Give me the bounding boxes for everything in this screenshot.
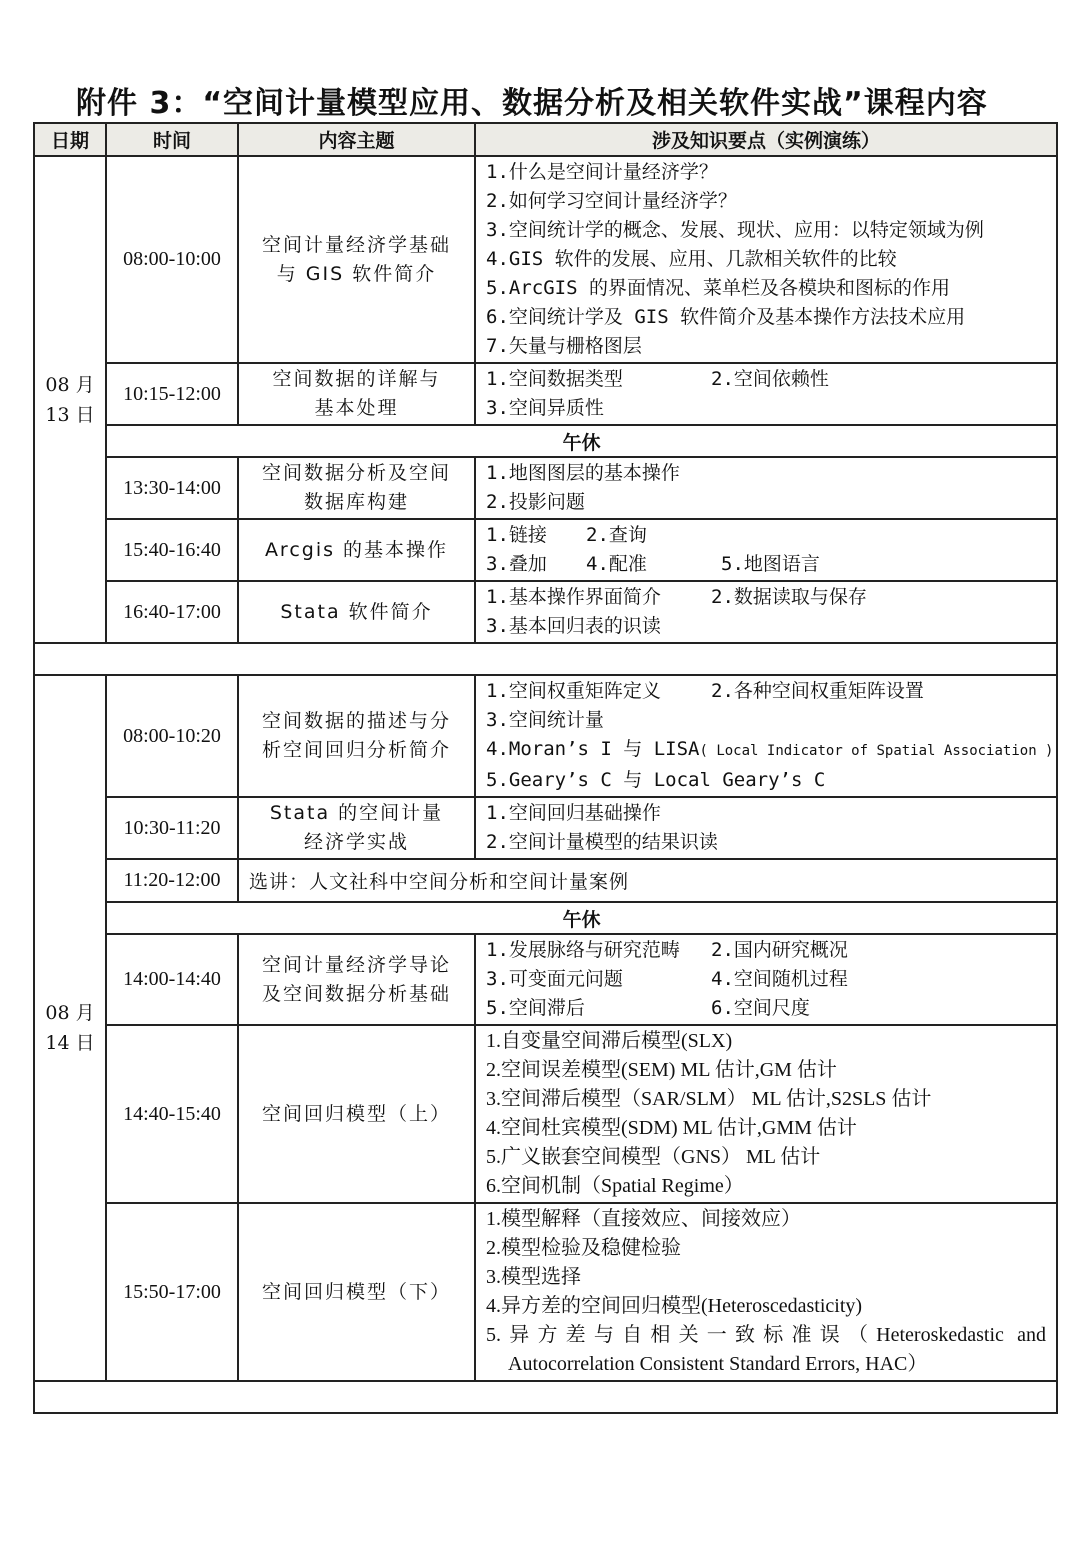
key-point: 3.可变面元问题 [486, 968, 623, 990]
date-month: 08 月 [45, 373, 95, 396]
time-cell: 10:30-11:20 [106, 797, 238, 859]
course-schedule-table [33, 122, 1058, 1414]
key-point: 3.模型选择 [486, 1266, 581, 1288]
time-cell: 13:30-14:00 [106, 457, 238, 519]
key-point: 2.国内研究概况 [711, 939, 848, 961]
key-point-continuation: Autocorrelation Consistent Standard Errors, HAC） [508, 1353, 928, 1375]
key-point: 2.各种空间权重矩阵设置 [711, 680, 924, 702]
topic-cell [238, 1025, 475, 1203]
date-month: 08 月 [45, 1002, 95, 1024]
key-point: 3.叠加 [486, 553, 547, 575]
time-cell: 10:15-12:00 [106, 363, 238, 425]
spacer-row [34, 643, 1057, 675]
time-cell: 08:00-10:00 [106, 156, 238, 363]
key-point: 2.空间误差模型(SEM) ML 估计,GM 估计 [486, 1059, 837, 1081]
topic-cell [238, 797, 475, 859]
lunch-break-row [34, 425, 1057, 457]
empty-cell [34, 643, 1057, 675]
empty-cell [34, 1381, 1057, 1413]
key-point: 4.配准 [586, 553, 647, 575]
key-point: 1.空间数据类型 [486, 368, 623, 390]
date-cell-day2 [34, 675, 106, 1381]
lunch-break-row [34, 902, 1057, 934]
time-cell: 16:40-17:00 [106, 581, 238, 643]
key-point: 5.Geary’s C 与 Local Geary’s C [486, 769, 826, 791]
key-point: 1.空间回归基础操作 [486, 802, 661, 824]
table-row [34, 1203, 1057, 1381]
key-point: 1.空间权重矩阵定义 [486, 680, 661, 702]
key-point: 2.数据读取与保存 [711, 586, 867, 608]
key-point: 6.空间机制（Spatial Regime） [486, 1175, 744, 1197]
lunch-break-label: 午休 [106, 902, 1057, 934]
key-points-cell [475, 156, 1057, 363]
table-row [34, 1025, 1057, 1203]
table-row [34, 581, 1057, 643]
key-point: 3.空间滞后模型（SAR/SLM） ML 估计,S2SLS 估计 [486, 1088, 932, 1110]
key-point: 4.GIS 软件的发展、应用、几款相关软件的比较 [486, 248, 897, 270]
elective-topic-cell: 选讲：人文社科中空间分析和空间计量案例 [238, 859, 1057, 902]
spacer-row [34, 1381, 1057, 1413]
topic-cell [238, 934, 475, 1025]
key-point: 6.空间尺度 [711, 997, 810, 1019]
table-row [34, 363, 1057, 425]
key-point: 4.异方差的空间回归模型(Heteroscedasticity) [486, 1295, 863, 1317]
table-row [34, 859, 1057, 902]
time-cell: 15:40-16:40 [106, 519, 238, 581]
key-point: 5.空间滞后 [486, 997, 585, 1019]
date-day: 13 日 [45, 403, 95, 426]
column-header-topic: 内容主题 [238, 123, 475, 156]
topic-line: 空间回归模型（下） [261, 1280, 451, 1303]
key-point: 5.ArcGIS 的界面情况、菜单栏及各模块和图标的作用 [486, 277, 950, 299]
topic-line: Stata 的空间计量 [269, 802, 444, 824]
topic-line: 空间计量经济学基础 [261, 233, 451, 256]
time-cell: 11:20-12:00 [106, 859, 238, 902]
key-point-note: ( Local Indicator of Spatial Association ) [699, 743, 1054, 759]
key-point: 3.基本回归表的识读 [486, 615, 661, 637]
topic-line: 与 GIS 软件简介 [276, 262, 437, 285]
column-header-time: 时间 [106, 123, 238, 156]
key-point: 5.地图语言 [721, 553, 820, 575]
table-header-row [34, 123, 1057, 156]
table-row [34, 675, 1057, 797]
topic-cell [238, 581, 475, 643]
topic-cell [238, 675, 475, 797]
topic-line: 基本处理 [314, 397, 399, 419]
key-points-cell [475, 457, 1057, 519]
topic-line: 析空间回归分析简介 [261, 739, 451, 761]
key-points-cell [475, 519, 1057, 581]
key-point: 2.如何学习空间计量经济学？ [486, 190, 737, 212]
time-cell: 14:40-15:40 [106, 1025, 238, 1203]
table-row [34, 156, 1057, 363]
topic-cell [238, 1203, 475, 1381]
key-point: 1.链接 [486, 524, 547, 546]
key-point: 1.发展脉络与研究范畴 [486, 939, 680, 961]
date-cell-day1 [34, 156, 106, 643]
topic-cell [238, 156, 475, 363]
key-point: 4.Moran’s I 与 LISA [486, 738, 700, 760]
key-point: 2.模型检验及稳健检验 [486, 1237, 681, 1259]
key-point: 5.广义嵌套空间模型（GNS） ML 估计 [486, 1146, 821, 1168]
key-point: 5.异方差与自相关一致标准误（Heteroskedastic and [486, 1324, 1046, 1346]
topic-line: 数据库构建 [303, 491, 409, 513]
key-point: 3.空间异质性 [486, 397, 604, 419]
topic-line: 空间回归模型（上） [261, 1102, 451, 1125]
key-point: 3.空间统计学的概念、发展、现状、应用：以特定领域为例 [486, 219, 984, 241]
table-row [34, 934, 1057, 1025]
topic-line: 经济学实战 [303, 831, 409, 853]
date-day: 14 日 [45, 1032, 95, 1054]
key-point: 6.空间统计学及 GIS 软件简介及基本操作方法技术应用 [486, 306, 966, 328]
key-point: 2.空间依赖性 [711, 368, 829, 390]
key-point: 4.空间杜宾模型(SDM) ML 估计,GMM 估计 [486, 1117, 857, 1139]
key-points-cell [475, 1025, 1057, 1203]
key-point: 2.查询 [586, 524, 647, 546]
key-point: 1.自变量空间滞后模型(SLX) [486, 1030, 733, 1052]
topic-line: 空间数据的详解与 [272, 368, 441, 390]
key-points-cell [475, 1203, 1057, 1381]
key-points-cell [475, 675, 1057, 797]
topic-line: Stata 软件简介 [280, 600, 433, 623]
key-points-cell [475, 797, 1057, 859]
key-point: 4.空间随机过程 [711, 968, 848, 990]
key-points-cell [475, 934, 1057, 1025]
topic-cell [238, 363, 475, 425]
key-point: 1.模型解释（直接效应、间接效应） [486, 1208, 801, 1230]
table-row [34, 519, 1057, 581]
key-point: 1.地图图层的基本操作 [486, 462, 680, 484]
key-points-cell [475, 581, 1057, 643]
table-row [34, 797, 1057, 859]
key-point: 2.投影问题 [486, 491, 585, 513]
column-header-key-points: 涉及知识要点（实例演练） [475, 123, 1057, 156]
document-title: 附件 3：“空间计量模型应用、数据分析及相关软件实战”课程内容 [76, 86, 988, 121]
table-row [34, 457, 1057, 519]
topic-line: 空间数据的描述与分 [261, 710, 451, 732]
topic-cell [238, 457, 475, 519]
time-cell: 15:50-17:00 [106, 1203, 238, 1381]
topic-cell [238, 519, 475, 581]
topic-line: Arcgis 的基本操作 [264, 538, 449, 561]
time-cell: 14:00-14:40 [106, 934, 238, 1025]
topic-line: 空间数据分析及空间 [261, 462, 451, 484]
topic-line: 空间计量经济学导论 [261, 953, 451, 976]
time-cell: 08:00-10:20 [106, 675, 238, 797]
topic-line: 及空间数据分析基础 [261, 982, 451, 1005]
key-point: 1.什么是空间计量经济学？ [486, 161, 718, 183]
lunch-break-label: 午休 [106, 425, 1057, 457]
key-point: 7.矢量与栅格图层 [486, 335, 642, 357]
key-points-cell [475, 363, 1057, 425]
column-header-date: 日期 [34, 123, 106, 156]
key-point: 1.基本操作界面简介 [486, 586, 661, 608]
key-point: 3.空间统计量 [486, 709, 604, 731]
key-point: 2.空间计量模型的结果识读 [486, 831, 718, 853]
